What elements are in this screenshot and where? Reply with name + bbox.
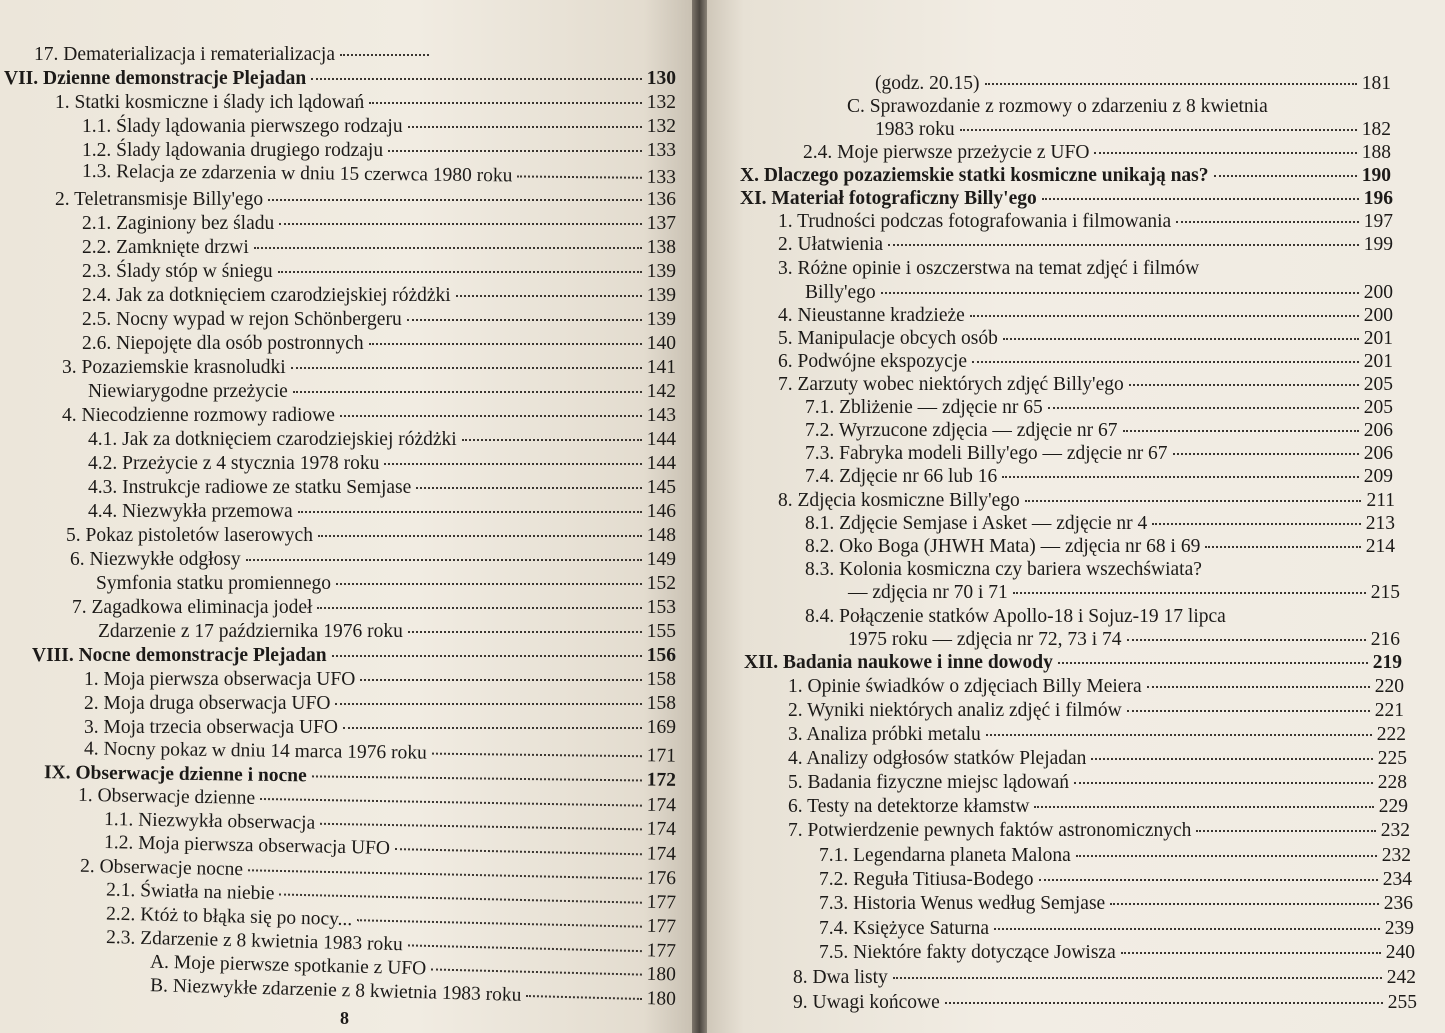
toc-entry: 4. Niecodzienne rozmowy radiowe 143 xyxy=(62,405,676,426)
toc-entry: 7.3. Historia Wenus według Semjase 236 xyxy=(819,893,1413,914)
toc-entry: 2.1. Światła na niebie 177 xyxy=(105,879,677,914)
toc-entry: 4. Nocny pokaz w dniu 14 marca 1976 roku 171 xyxy=(83,738,677,767)
toc-entry: 2.6. Niepojęte dla osób postronnych 140 xyxy=(82,333,676,354)
toc-entry: 2. Obserwacje nocne 176 xyxy=(79,855,677,890)
toc-chapter: VIII. Nocne demonstracje Plejadan 156 xyxy=(32,645,676,666)
toc-entry: 5. Badania fizyczne miejsc lądowań 228 xyxy=(788,772,1407,793)
toc-entry: 4. Analizy odgłosów statków Plejadan 225 xyxy=(788,748,1407,769)
left-page xyxy=(0,0,692,1033)
toc-chapter: XII. Badania naukowe i inne dowody 219 xyxy=(744,652,1402,673)
toc-entry: 7. Zagadkowa eliminacja jodeł 153 xyxy=(72,597,676,618)
toc-entry: 1.1. Ślady lądowania pierwszego rodzaju 132 xyxy=(82,116,676,137)
toc-entry: 6. Podwójne ekspozycje 201 xyxy=(778,351,1393,372)
toc-entry: 5. Manipulacje obcych osób 201 xyxy=(778,328,1393,349)
toc-entry: 8. Zdjęcia kosmiczne Billy'ego 211 xyxy=(778,490,1395,511)
toc-entry: 8.4. Połączenie statków Apollo-18 i Sojuz-19 17 lipca xyxy=(805,606,1226,627)
toc-entry: Billy'ego 200 xyxy=(805,282,1393,303)
toc-entry: 1. Trudności podczas fotografowania i filmowania 197 xyxy=(778,211,1393,232)
toc-entry: 7.2. Reguła Titiusa-Bodego 234 xyxy=(819,869,1412,890)
toc-chapter: VII. Dzienne demonstracje Plejadan 130 xyxy=(4,68,676,89)
toc-entry: 8.1. Zdjęcie Semjase i Asket — zdjęcie nr 4 213 xyxy=(805,513,1395,534)
toc-entry: Niewiarygodne przeżycie 142 xyxy=(88,381,676,402)
toc-entry: 3. Różne opinie i oszczerstwa na temat zdjęć i filmów xyxy=(778,258,1200,279)
toc-entry: 2. Teletransmisje Billy'ego 136 xyxy=(55,189,676,210)
toc-chapter: IX. Obserwacje dzienne i nocne 172 xyxy=(43,762,677,791)
toc-entry: Symfonia statku promiennego 152 xyxy=(96,573,676,594)
toc-entry: 7.4. Księżyce Saturna 239 xyxy=(819,918,1414,939)
toc-entry: 1.3. Relacja ze zdarzenia w dniu 15 czerwca 1980 roku 133 xyxy=(81,160,677,189)
toc-entry: B. Niezwykłe zdarzenie z 8 kwietnia 1983 roku 180 xyxy=(149,975,677,1010)
toc-entry: 6. Testy na detektorze kłamstw 229 xyxy=(788,796,1408,817)
toc-entry: 1983 roku 182 xyxy=(875,119,1391,140)
toc-entry: 3. Moja trzecia obserwacja UFO 169 xyxy=(84,717,676,738)
toc-entry: 8.2. Oko Boga (JHWH Mata) — zdjęcia nr 68 i 69 214 xyxy=(805,536,1395,557)
toc-entry: 7.1. Zbliżenie — zdjęcie nr 65 205 xyxy=(805,397,1393,418)
toc-entry: 1.2. Ślady lądowania drugiego rodzaju 133 xyxy=(82,140,676,161)
toc-entry: 2.2. Któż to błąka się po nocy... 177 xyxy=(105,903,677,938)
toc-entry: 2. Moja druga obserwacja UFO 158 xyxy=(84,693,676,714)
toc-entry: 7. Zarzuty wobec niektórych zdjęć Billy'ego 205 xyxy=(778,374,1393,395)
toc-entry: 3. Analiza próbki metalu 222 xyxy=(788,724,1406,745)
toc-chapter: X. Dlaczego pozaziemskie statki kosmiczne unikają nas? 190 xyxy=(740,165,1391,186)
toc-entry: 7.3. Fabryka modeli Billy'ego — zdjęcie nr 67 206 xyxy=(805,443,1393,464)
toc-entry: 1.1. Niezwykła obserwacja 174 xyxy=(103,809,677,840)
toc-entry: 8.3. Kolonia kosmiczna czy bariera wszechświata? xyxy=(805,559,1202,580)
toc-entry: 8. Dwa listy 242 xyxy=(793,967,1416,988)
toc-entry: 1.2. Moja pierwsza obserwacja UFO 174 xyxy=(103,832,677,865)
toc-entry: 7.5. Niektóre fakty dotyczące Jowisza 240 xyxy=(819,942,1415,963)
toc-entry: 2. Ułatwienia 199 xyxy=(778,234,1393,255)
toc-entry: 2.3. Zdarzenie z 8 kwietnia 1983 roku 177 xyxy=(105,927,677,962)
toc-entry: — zdjęcia nr 70 i 71 215 xyxy=(848,582,1400,603)
toc-entry: 2.2. Zamknięte drzwi 138 xyxy=(82,237,676,258)
toc-entry: 7.1. Legendarna planeta Malona 232 xyxy=(819,845,1411,866)
toc-entry: 4.1. Jak za dotknięciem czarodziejskiej różdżki 144 xyxy=(88,429,676,450)
toc-entry: 1. Obserwacje dzienne 174 xyxy=(77,784,677,817)
right-page xyxy=(707,0,1445,1033)
toc-entry: 6. Niezwykłe odgłosy 149 xyxy=(70,549,676,570)
book-gutter xyxy=(692,0,707,1033)
toc-entry: 1. Moja pierwsza obserwacja UFO 158 xyxy=(84,669,676,690)
toc-entry: 4.2. Przeżycie z 4 stycznia 1978 roku 144 xyxy=(88,453,676,474)
toc-entry: 7.4. Zdjęcie nr 66 lub 16 209 xyxy=(805,466,1393,487)
toc-entry: 17. Dematerializacja i rematerializacja xyxy=(34,42,434,68)
toc-entry: 9. Uwagi końcowe 255 xyxy=(793,992,1417,1013)
toc-entry: 4.4. Niezwykła przemowa 146 xyxy=(88,501,676,522)
toc-entry: (godz. 20.15) 181 xyxy=(875,73,1391,94)
page-number: 8 xyxy=(340,1008,349,1028)
toc-entry: 2.1. Zaginiony bez śladu 137 xyxy=(82,213,676,234)
toc-entry: Zdarzenie z 17 października 1976 roku 155 xyxy=(98,621,676,642)
toc-entry: 2. Wyniki niektórych analiz zdjęć i filmów 221 xyxy=(788,700,1404,721)
toc-entry: 4. Nieustanne kradzieże 200 xyxy=(778,305,1393,326)
toc-entry: A. Moje pierwsze spotkanie z UFO 180 xyxy=(149,951,677,986)
toc-entry: 2.5. Nocny wypad w rejon Schönbergeru 139 xyxy=(82,309,676,330)
toc-entry: 3. Pozaziemskie krasnoludki 141 xyxy=(62,357,676,378)
toc-entry: 1. Statki kosmiczne i ślady ich lądowań 132 xyxy=(55,92,676,113)
toc-entry: 1. Opinie świadków o zdjęciach Billy Meiera 220 xyxy=(788,676,1404,697)
toc-entry: 2.3. Ślady stóp w śniegu 139 xyxy=(82,261,676,282)
toc-entry: 5. Pokaz pistoletów laserowych 148 xyxy=(66,525,676,546)
toc-entry: 7.2. Wyrzucone zdjęcia — zdjęcie nr 67 206 xyxy=(805,420,1393,441)
toc-entry: 2.4. Moje pierwsze przeżycie z UFO 188 xyxy=(803,142,1391,163)
toc-entry: 4.3. Instrukcje radiowe ze statku Semjase 145 xyxy=(88,477,676,498)
toc-entry: C. Sprawozdanie z rozmowy o zdarzeniu z 8 kwietnia xyxy=(847,96,1268,117)
toc-entry: 7. Potwierdzenie pewnych faktów astronomicznych 232 xyxy=(788,820,1410,841)
toc-entry: 1975 roku — zdjęcia nr 72, 73 i 74 216 xyxy=(848,629,1400,650)
toc-entry: 2.4. Jak za dotknięciem czarodziejskiej różdżki 139 xyxy=(82,285,676,306)
toc-chapter: XI. Materiał fotograficzny Billy'ego 196 xyxy=(740,188,1393,209)
